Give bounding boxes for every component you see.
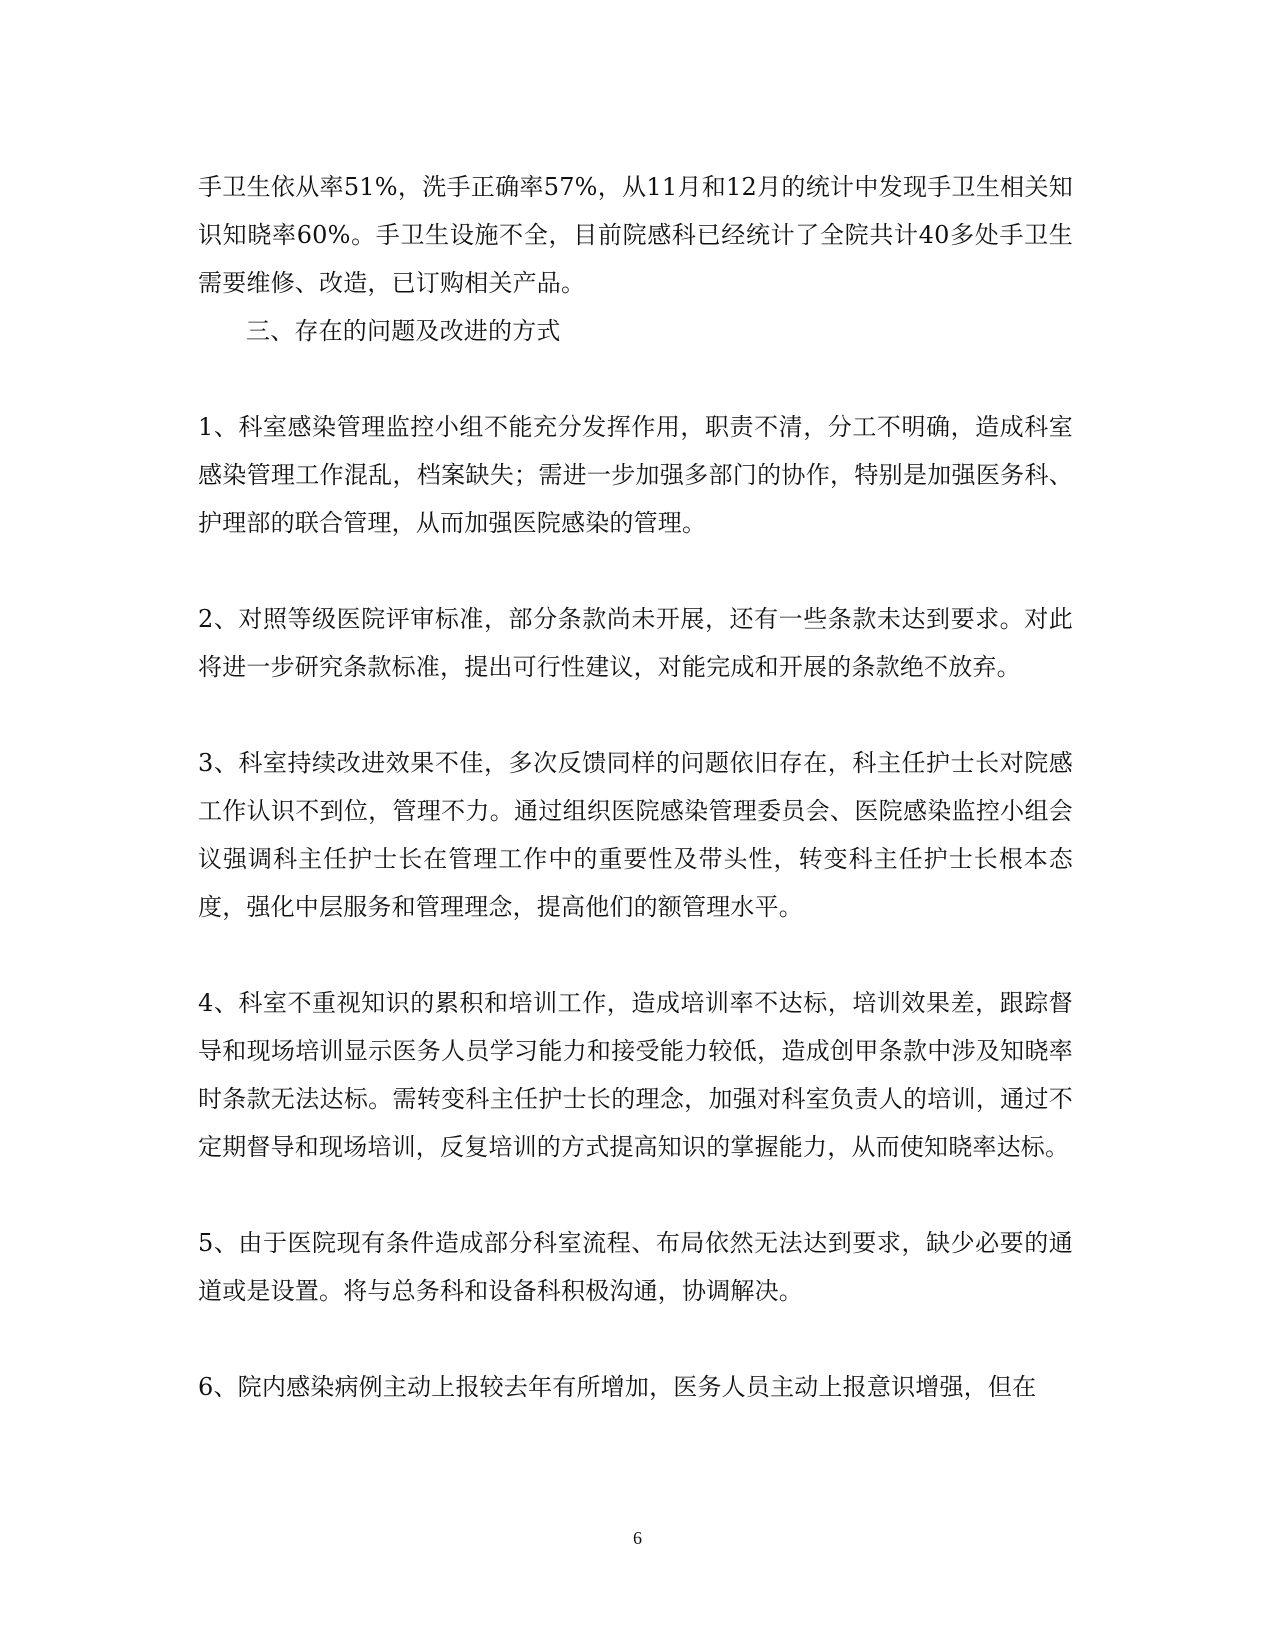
list-item-5: 5、由于医院现有条件造成部分科室流程、布局依然无法达到要求，缺少必要的通道或是设置。将与总务科和设备科积极沟通，协调解决。 — [198, 1229, 1073, 1305]
list-item-3: 3、科室持续改进效果不佳，多次反馈同样的问题依旧存在，科主任护士长对院感工作认识不到位，管理不力。通过组织医院感染管理委员会、医院感染监控小组会议强调科主任护士长在管理工作中的重要性及带头性，转变科主任护士长根本态度，强化中层服务和管理理念，提高他们的额管理水平。 — [198, 749, 1073, 921]
intro-paragraph: 手卫生依从率51%，洗手正确率57%，从11月和12月的统计中发现手卫生相关知识知晓率60%。手卫生设施不全，目前院感科已经统计了全院共计40多处手卫生需要维修、改造，已订购相关产品。 — [198, 173, 1073, 297]
list-item-6: 6、院内感染病例主动上报较去年有所增加，医务人员主动上报意识增强，但在 — [198, 1373, 1037, 1401]
list-item-2: 2、对照等级医院评审标准，部分条款尚未开展，还有一些条款未达到要求。对此将进一步研究条款标准，提出可行性建议，对能完成和开展的条款绝不放弃。 — [198, 605, 1073, 681]
page-number: 6 — [633, 1528, 642, 1548]
section-heading: 三、存在的问题及改进的方式 — [246, 317, 561, 345]
list-item-4: 4、科室不重视知识的累积和培训工作，造成培训率不达标，培训效果差，跟踪督导和现场培训显示医务人员学习能力和接受能力较低，造成创甲条款中涉及知晓率时条款无法达标。需转变科主任护士长的理念，加强对科室负责人的培训，通过不定期督导和现场培训，反复培训的方式提高知识的掌握能力，从而使知晓率达标。 — [198, 989, 1073, 1161]
list-item-1: 1、科室感染管理监控小组不能充分发挥作用，职责不清，分工不明确，造成科室感染管理工作混乱，档案缺失；需进一步加强多部门的协作，特别是加强医务科、护理部的联合管理，从而加强医院感染的管理。 — [198, 413, 1073, 537]
document-body — [198, 163, 1073, 1411]
